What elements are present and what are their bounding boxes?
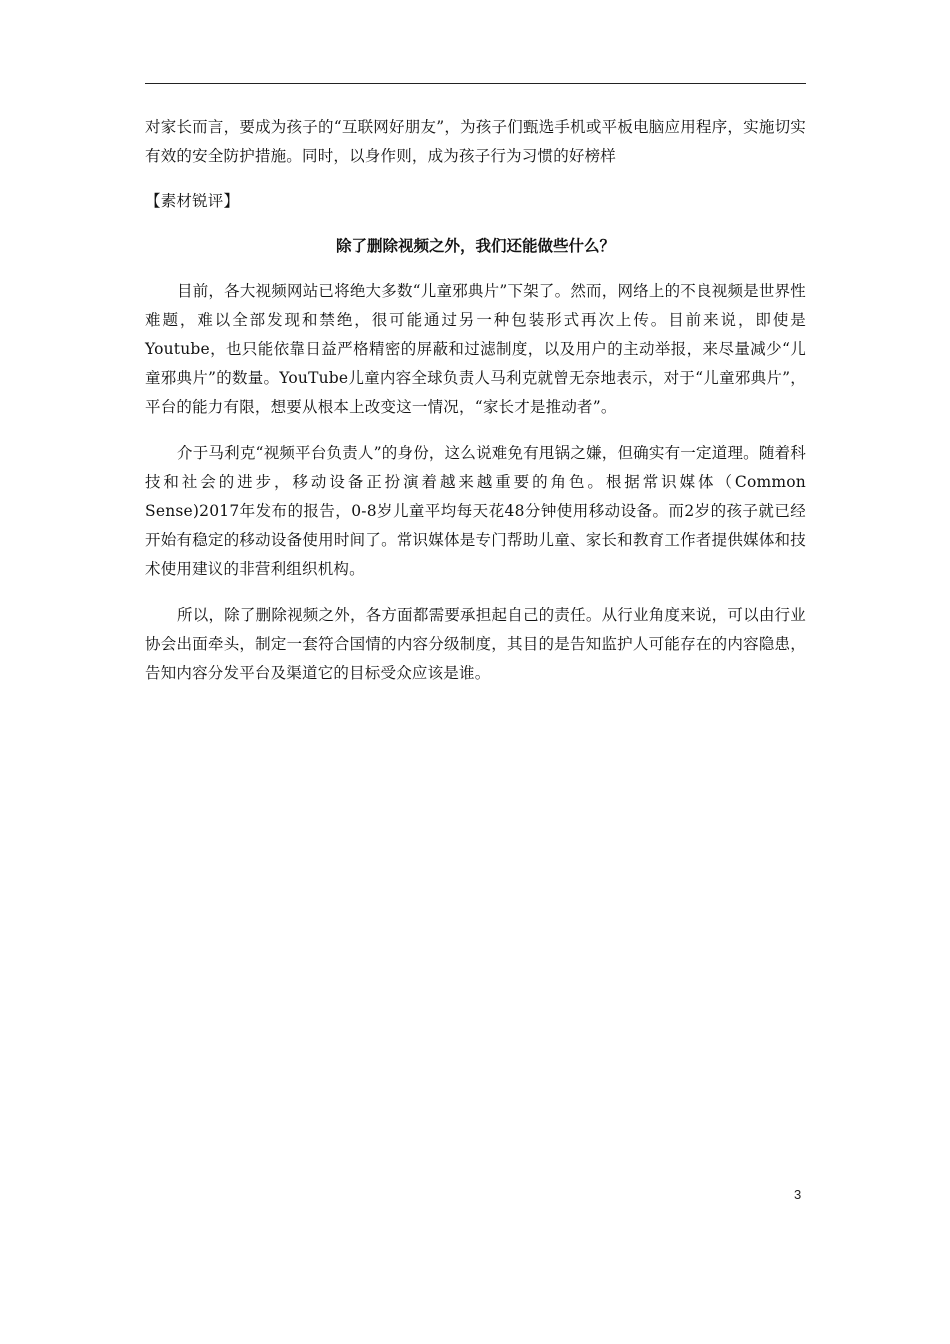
document-body [145,113,806,705]
intro-paragraph: 对家长而言，要成为孩子的“互联网好朋友”，为孩子们甄选手机或平板电脑应用程序，实施切实有效的安全防护措施。同时，以身作则，成为孩子行为习惯的好榜样 [145,118,806,165]
section-label: 【素材锐评】 [145,192,240,210]
article-paragraph-1: 目前，各大视频网站已将绝大多数“儿童邪典片”下架了。然而，网络上的不良视频是世界性难题，难以全部发现和禁绝，很可能通过另一种包装形式再次上传。目前来说，即使是Youtube，也只能依靠日益严格精密的屏蔽和过滤制度，以及用户的主动举报，来尽量减少“儿童邪典片”的数量。YouTube儿童内容全球负责人马利克就曾无奈地表示，对于“儿童邪典片”，平台的能力有限，想要从根本上改变这一情况，“家长才是推动者”。 [145,282,806,416]
article-paragraph-3: 所以，除了删除视频之外，各方面都需要承担起自己的责任。从行业角度来说，可以由行业协会出面牵头，制定一套符合国情的内容分级制度，其目的是告知监护人可能存在的内容隐患，告知内容分发平台及渠道它的目标受众应该是谁。 [145,606,806,682]
article-title: 除了删除视频之外，我们还能做些什么？ [335,237,615,255]
header-rule [145,83,806,84]
page-number: 3 [794,1187,802,1202]
article-paragraph-2: 介于马利克“视频平台负责人”的身份，这么说难免有甩锅之嫌，但确实有一定道理。随着科技和社会的进步，移动设备正扮演着越来越重要的角色。根据常识媒体（Common Sense)2017年发布的报告，0-8岁儿童平均每天花48分钟使用移动设备。而2岁的孩子就已经开始有稳定的移动设备使用时间了。常识媒体是专门帮助儿童、家长和教育工作者提供媒体和技术使用建议的非营利组织机构。 [145,444,806,578]
